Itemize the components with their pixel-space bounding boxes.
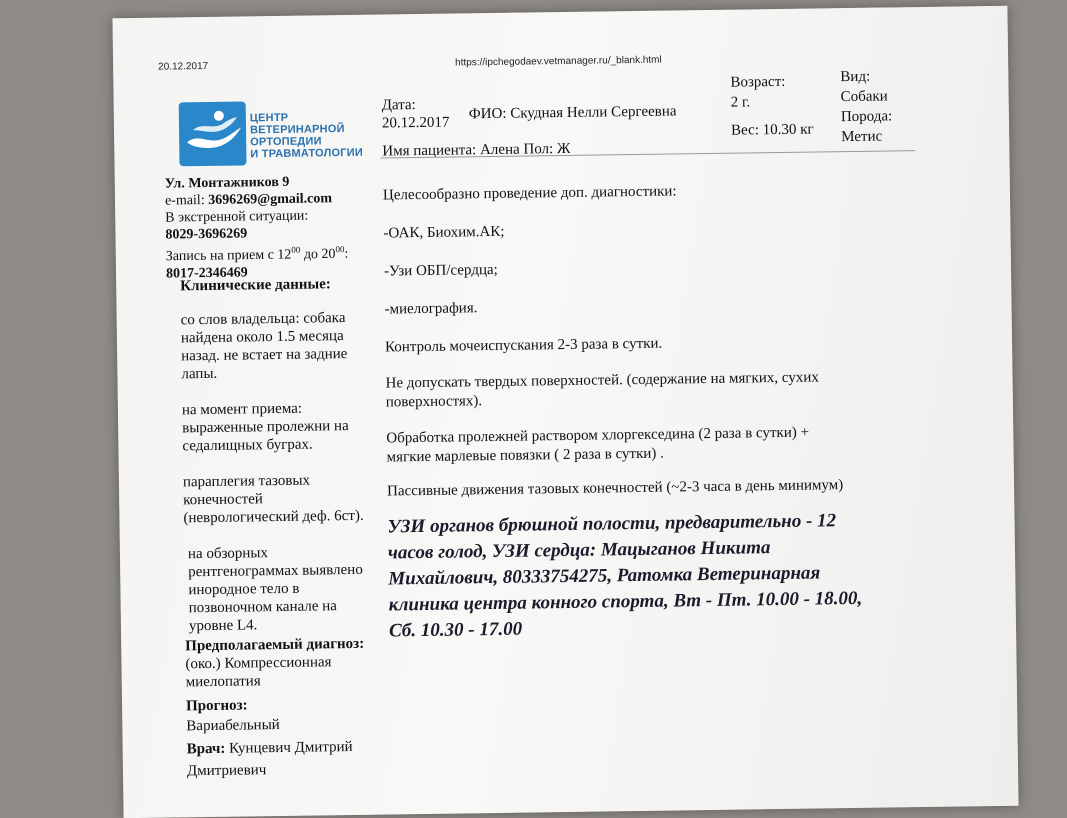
prognosis-label: Прогноз: [185, 697, 248, 715]
recommendation-line: Не допускать твердых поверхностей. (содержание на мягких, сухих поверхностях). [385, 369, 819, 411]
clinic-logo [179, 101, 247, 166]
clinic-contacts: Ул. Монтажников 9 e-mail: 3696269@gmail.com В экстренной ситуации: 8029-3696269 Запись на прием с $12^{00}$ до $20^{00}$: 8017-2346469 [165, 173, 386, 283]
clinic-logo-text: ЦЕНТР ВЕТЕРИНАРНОЙ ОРТОПЕДИИ И ТРАВМАТОЛОГИИ [249, 111, 364, 161]
clinical-paragraph: на обзорных рентгенограммах выявлено инородное тело в позвоночном канале на уровне L4. [187, 545, 363, 635]
emergency-label: В экстренной ситуации: [165, 208, 309, 226]
appointment-hours: Запись на прием с $12^{00}$ до $20^{00}$: [165, 244, 349, 265]
date-label: Дата: [381, 97, 416, 114]
patient-name: Имя пациента: Алена Пол: Ж [382, 140, 571, 160]
recommendation-line: Целесообразно проведение доп. диагностики: [382, 183, 677, 204]
recommendation-line: Контроль мочеиспускания 2-3 раза в сутки. [384, 335, 663, 356]
prognosis-text: Вариабельный [186, 717, 280, 735]
recommendation-line: Обработка пролежней раствором хлоргекседина (2 раза в сутки) + мягкие марлевые повязки ( 2 раза в сутки) . [386, 424, 810, 466]
page-url: https://ipchegodaev.vetmanager.ru/_blank.html [455, 54, 662, 69]
clinical-heading: Клинические данные: [180, 276, 331, 295]
species: Собаки [840, 88, 888, 106]
ultrasound-referral: УЗИ органов брюшной полости, предварительно - 12 часов голод, УЗИ сердца: Мацыганов Никита Михайлович, 80333754275, Ратомка Ветеринарная клиника центра конного спорта, Вт - Пт. 10.00 - 18.00, Сб. 10.30 - 17.00 [387, 510, 863, 642]
clinical-paragraph: параплегия тазовых конечностей (неврологический деф. 6ст). [182, 472, 364, 527]
recommendations [383, 179, 927, 502]
visit-date: 20.12.2017 [381, 114, 450, 132]
patient-weight: Вес: 10.30 кг [730, 121, 814, 139]
recommendation-line: -Узи ОБП/сердца; [383, 261, 498, 280]
recommendation-line: -ОАК, Биохим.АК; [383, 223, 505, 242]
breed: Метис [841, 128, 883, 146]
clinical-section [180, 274, 402, 780]
document-page [112, 6, 1018, 818]
hands-icon [179, 101, 247, 166]
species-label: Вид: [840, 68, 871, 86]
recommendation-line: -миелография. [384, 300, 478, 318]
print-date: 20.12.2017 [158, 60, 209, 73]
clinic-email: 3696269@gmail.com [208, 191, 333, 208]
owner-name: ФИО: Скудная Нелли Сергеевна [468, 103, 677, 123]
recommendation-line: Пассивные движения тазовых конечностей (~2-3 часа в день минимум) [386, 477, 844, 500]
doctor-name-cont: Дмитриевич [186, 762, 267, 780]
clinical-paragraph: на момент приема: выраженные пролежни на седалищных буграх. [181, 400, 349, 455]
diagnosis-text: (око.) Компрессионная миелопатия [185, 654, 332, 691]
diagnosis-label: Предполагаемый диагноз: [185, 635, 365, 655]
emergency-phone: 8029-3696269 [165, 226, 248, 243]
patient-age: 2 г. [730, 94, 751, 111]
breed-label: Порода: [840, 108, 893, 126]
age-label: Возраст: [730, 73, 786, 91]
clinical-paragraph: со слов владельца: собака найдена около 1.5 месяца назад. не встает на задние лапы. [180, 310, 348, 383]
doctor-line: Врач: Кунцевич Дмитрий [186, 739, 353, 758]
appointment-phone: 8017-2346469 [165, 265, 248, 282]
clinic-address: Ул. Монтажников 9 [164, 174, 290, 192]
